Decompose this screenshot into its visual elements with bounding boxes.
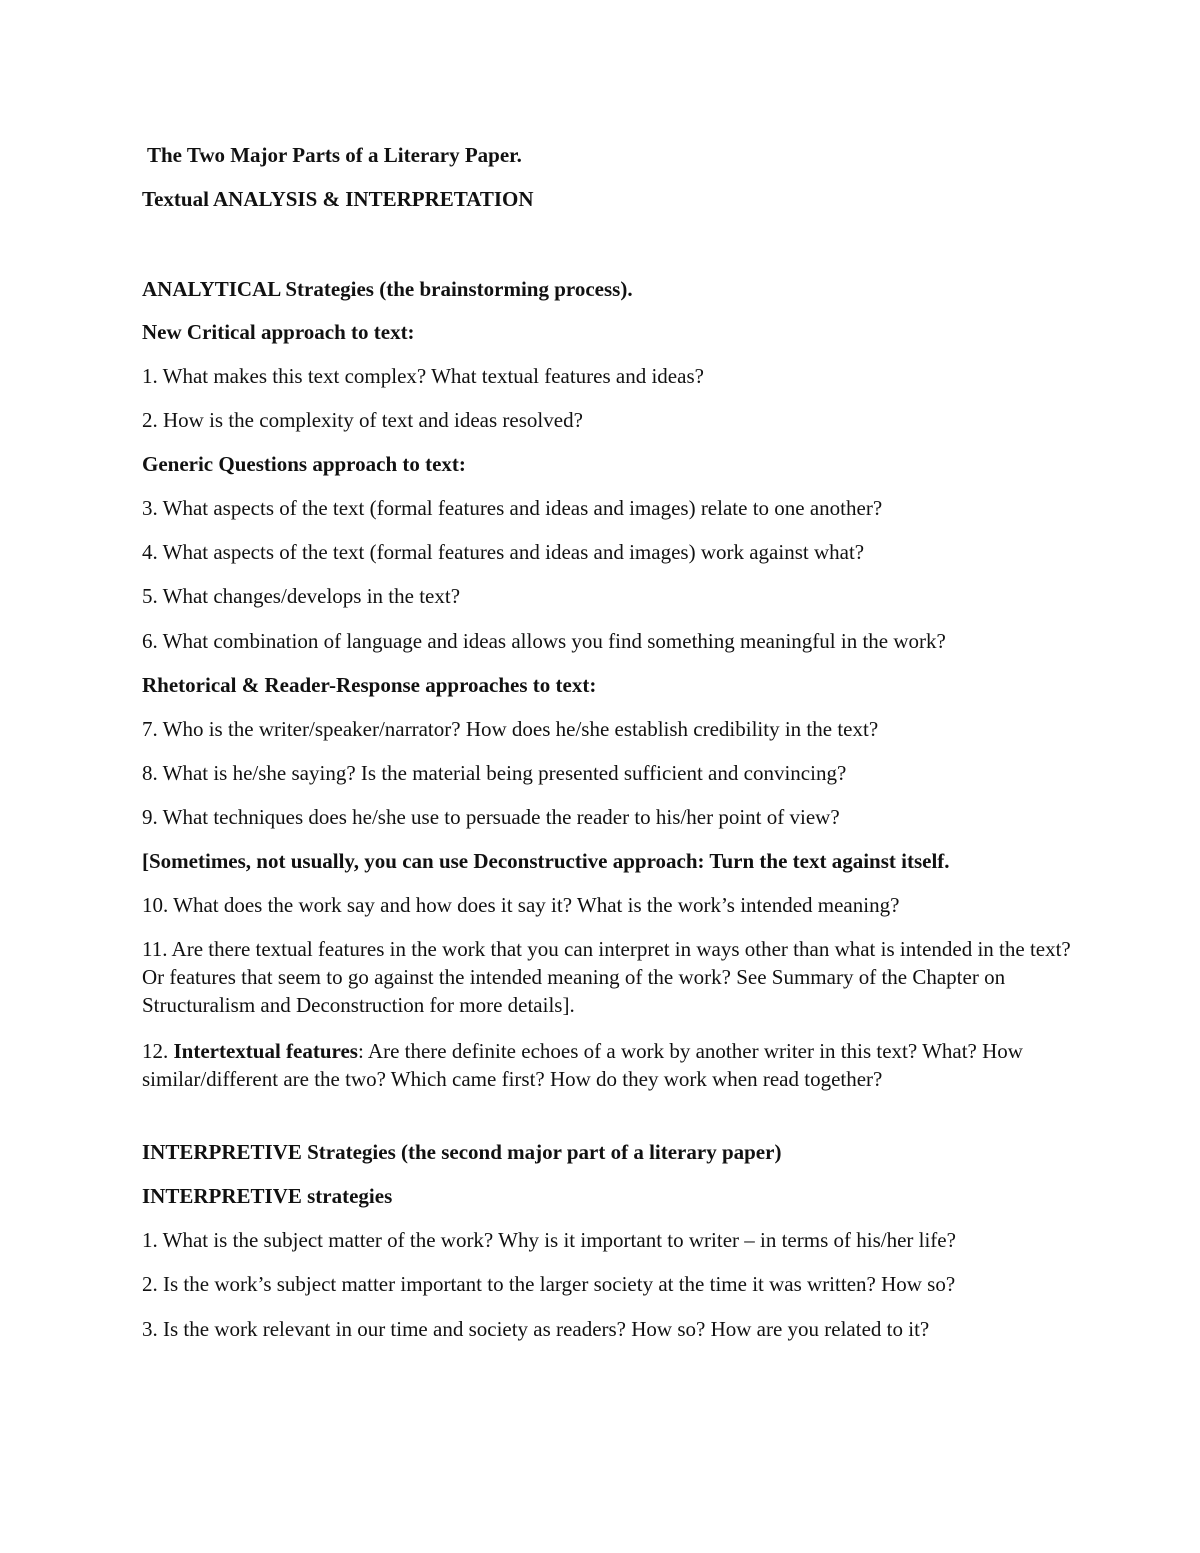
question-item: 4. What aspects of the text (formal features and ideas and images) work against what? [142, 540, 865, 564]
document-subtitle: Textual ANALYSIS & INTERPRETATION [142, 187, 534, 211]
deconstructive-heading: [Sometimes, not usually, you can use Deconstructive approach: Turn the text against itself. [142, 849, 950, 873]
question-item: 3. What aspects of the text (formal features and ideas and images) relate to one another? [142, 496, 883, 520]
question-item: 11. Are there textual features in the work that you can interpret in ways other than what is intended in the text? Or features that seem to go against the intended meaning of the work? See Summary of the Chapter on Structuralism and Deconstruction for more details]. [142, 937, 1071, 1017]
question-item: 9. What techniques does he/she use to persuade the reader to his/her point of view? [142, 805, 840, 829]
document-title: The Two Major Parts of a Literary Paper. [147, 143, 522, 167]
question-item: 5. What changes/develops in the text? [142, 584, 461, 608]
question-item: 1. What makes this text complex? What textual features and ideas? [142, 364, 704, 388]
question-item: 2. How is the complexity of text and ideas resolved? [142, 408, 583, 432]
rhetorical-heading: Rhetorical & Reader-Response approaches to text: [142, 673, 597, 697]
question-item: 2. Is the work’s subject matter important to the larger society at the time it was written? How so? [142, 1272, 956, 1296]
question-item: 6. What combination of language and ideas allows you find something meaningful in the work? [142, 629, 946, 653]
intertextual-text: : Are there definite echoes of a work by another writer in this text? What? How similar/different are the two? Which came first? How do they work when read together? [142, 1039, 1023, 1091]
question-item: 7. Who is the writer/speaker/narrator? How does he/she establish credibility in the text? [142, 717, 879, 741]
intertextual-number: 12. [142, 1039, 169, 1063]
question-item: 1. What is the subject matter of the work? Why is it important to writer – in terms of his/her life? [142, 1228, 956, 1252]
question-item: 8. What is he/she saying? Is the material being presented sufficient and convincing? [142, 761, 847, 785]
intertextual-paragraph [142, 1037, 1072, 1093]
interpretive-heading: INTERPRETIVE strategies [142, 1184, 393, 1208]
intertextual-label: Intertextual features [173, 1039, 358, 1063]
question-item: 10. What does the work say and how does it say it? What is the work’s intended meaning? [142, 893, 900, 917]
generic-questions-heading: Generic Questions approach to text: [142, 452, 466, 476]
interpretive-main-heading: INTERPRETIVE Strategies (the second major part of a literary paper) [142, 1140, 782, 1164]
analytical-heading: ANALYTICAL Strategies (the brainstorming process). [142, 277, 633, 301]
question-item: 3. Is the work relevant in our time and society as readers? How so? How are you related to it? [142, 1317, 930, 1341]
new-critical-heading: New Critical approach to text: [142, 320, 415, 344]
